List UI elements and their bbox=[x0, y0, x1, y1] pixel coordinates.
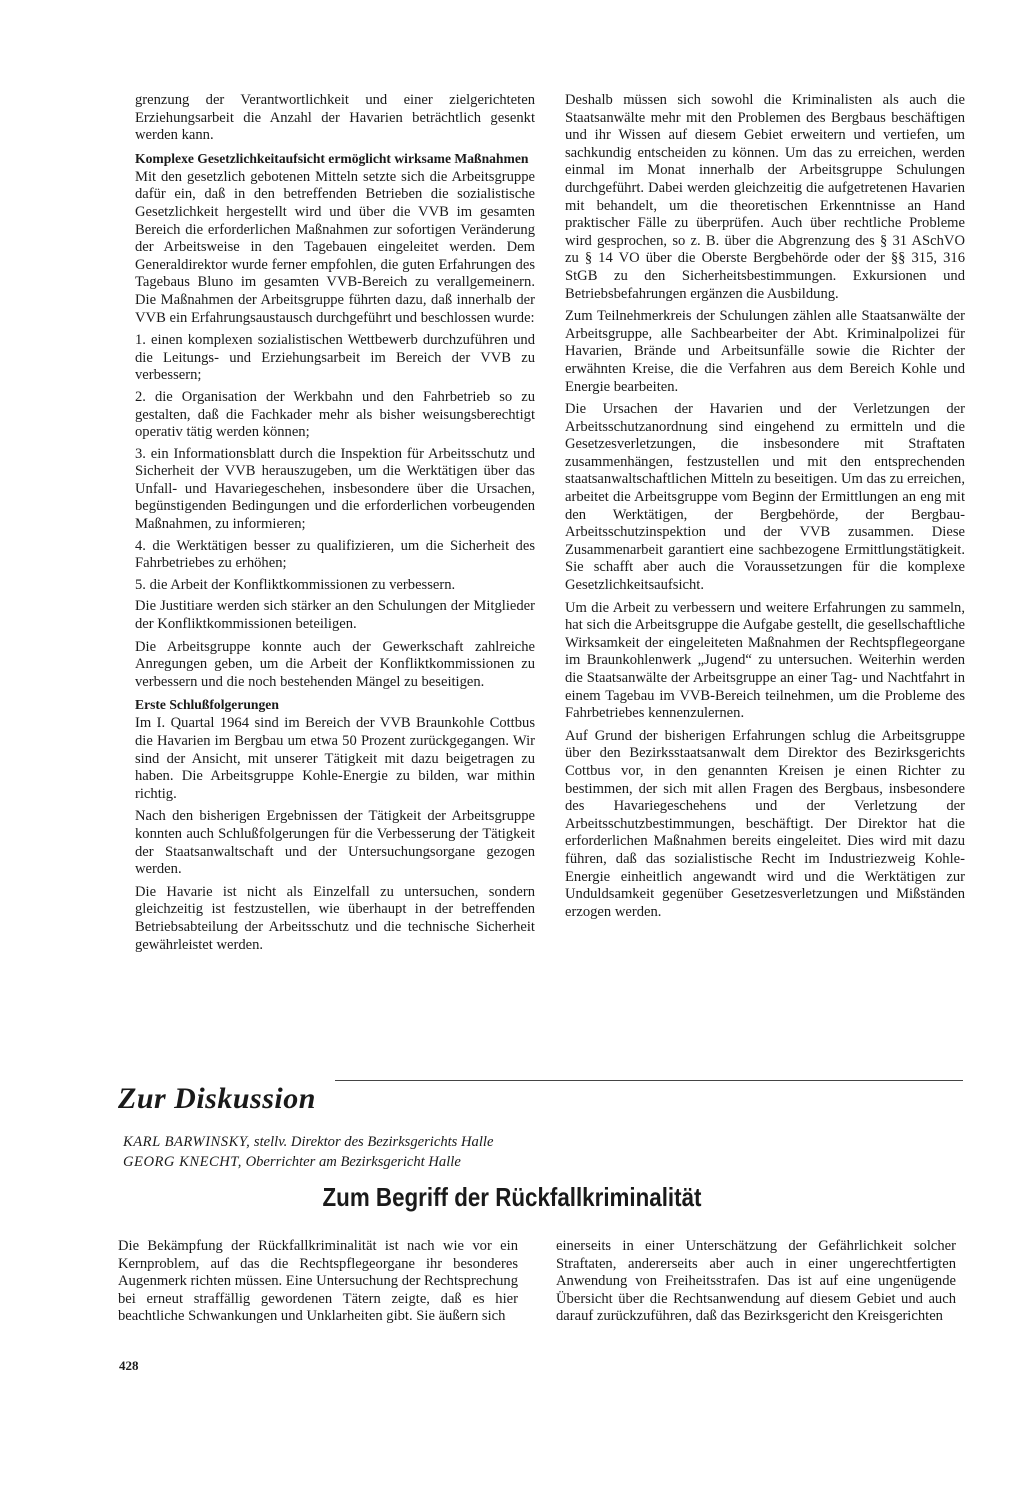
subheading: Komplexe Gesetzlichkeitaufsicht ermöglicht wirksame Maßnahmen bbox=[135, 150, 529, 166]
author-name: KARL BARWINSKY, bbox=[123, 1134, 251, 1150]
paragraph: Deshalb müssen sich sowohl die Kriminalisten als auch die Staatsanwälte mehr mit den Problemen des Bergbaus beschäftigen und ihr Wissen auf diesem Gebiet erweitern und vertiefen, um sachkundig entscheiden zu können. Um das zu erreichen, werden einmal im Monat innerhalb der Arbeitsgruppe Schulungen durchgeführt. Dabei werden gleichzeitig die aufgetretenen Havarien mit behandelt, um die theoretischen Erkenntnisse an Hand praktischer Fälle zu überprüfen. Auch über rechtliche Probleme wird gesprochen, so z. B. über die Abgrenzung des § 31 ASchVO zu § 14 VO über die Oberste Bergbehörde oder der §§ 315, 316 StGB zu den Sicherheitsbestimmungen. Exkursionen und Betriebsbefahrungen ergänzen die Ausbildung. bbox=[565, 92, 965, 302]
article-left-column bbox=[118, 1238, 518, 1326]
paragraph: Auf Grund der bisherigen Erfahrungen schlug die Arbeitsgruppe über den Bezirksstaatsanwalt dem Direktor des Bezirksgerichts Cottbus vor, in den genannten Kreisen je einen Richter zu bestimmen, der sich mit allen Fragen des Bergbaus, insbesondere des Havariegeschehens und der Verletzung der Arbeitsschutzbestimmungen, beschäftigt. Der Direktor hat die erforderlichen Maßnahmen bereits eingeleitet. Dies wird mit dazu führen, daß das sozialistische Recht im Industriezweig Kohle-Energie einheitlich angewandt wird und die Werktätigen zur Unduldsamkeit gegenüber Gesetzesverletzungen und Mißständen erzogen werden. bbox=[565, 727, 965, 920]
article-right-column bbox=[556, 1238, 956, 1326]
paragraph: Die Arbeitsgruppe konnte auch der Gewerkschaft zahlreiche Anregungen geben, um die Arbeit der Konfliktkommissionen zu verbessern und die noch bestehenden Mängel zu beseitigen. bbox=[135, 638, 535, 690]
list-item: 5. die Arbeit der Konfliktkommissionen zu verbessern. bbox=[135, 576, 456, 593]
paragraph: Die Ursachen der Havarien und der Verletzungen der Arbeitsschutzanordnung sind eingehend zu ermitteln und die Gesetzesverletzungen, die insbesondere mit Straftaten zusammenhängen, festzustellen und mit den entsprechenden staatsanwaltschaftlichen Mitteln zu beseitigen. Um das zu erreichen, arbeitet die Arbeitsgruppe vom Beginn der Ermittlungen an eng mit den Werktätigen, der Bergbehörde, der Bergbau-Arbeitsschutzinspektion und der VVB zusammen. Diese Zusammenarbeit garantiert eine sachbezogene Ermittlungstätigkeit. Sie schafft aber auch die Voraussetzungen für die komplexe Gesetzlichkeitsaufsicht. bbox=[565, 401, 965, 594]
left-column bbox=[135, 92, 535, 959]
author-name: GEORG KNECHT, bbox=[123, 1154, 242, 1170]
section-title: Zur Diskussion bbox=[118, 1082, 316, 1115]
paragraph: Um die Arbeit zu verbessern und weitere Erfahrungen zu sammeln, hat sich die Arbeitsgruppe die Aufgabe gestellt, die gesellschaftliche Wirksamkeit der eingeleiteten Maßnahmen der Rechtspflegeorgane im Braunkohlenwerk „Jugend“ zu untersuchen. Weiterhin werden die Staatsanwälte der Arbeitsgruppe an einer Tag- und Nachtfahrt in einem Tagebau im VVB-Bereich teilnehmen, um die Probleme des Fahrbetriebes kennenzulernen. bbox=[565, 599, 965, 722]
author-line bbox=[123, 1152, 493, 1172]
author-role: Oberrichter am Bezirksgericht Halle bbox=[245, 1154, 461, 1170]
list-item: 1. einen komplexen sozialistischen Wettbewerb durchzuführen und die Leitungs- und Erziehungsarbeit im Bereich der VVB zu verbessern; bbox=[135, 332, 535, 384]
section-divider bbox=[335, 1080, 963, 1081]
list-item: 3. ein Informationsblatt durch die Inspektion für Arbeitsschutz und Sicherheit der VVB herauszugeben, um die Werktätigen über das Unfall- und Havariegeschehen, insbesondere über die Ursachen, begünstigenden Bedingungen und die erforderlichen vorbeugenden Maßnahmen, zu informieren; bbox=[135, 445, 535, 533]
paragraph: einerseits in einer Unterschätzung der Gefährlichkeit solcher Straftaten, andererseits aber auch in einer ungerechtfertigten Anwendung von Freiheitsstrafen. Das ist auf eine ungenügende Übersicht über die Rechtsanwendung auf diesem Gebiet und auch darauf zurückzuführen, daß das Bezirksgericht den Kreisgerichten bbox=[556, 1238, 956, 1325]
authors-block bbox=[123, 1132, 493, 1172]
paragraph: Die Bekämpfung der Rückfallkriminalität ist nach wie vor ein Kernproblem, auf das die Rechtspflegeorgane ihr besonderes Augenmerk richten müssen. Eine Untersuchung der Rechtsprechung bei erneut straffällig gewordenen Tätern zeigte, daß es hier beachtliche Schwankungen und Unklarheiten gibt. Sie äußern sich bbox=[118, 1238, 518, 1325]
list-item: 4. die Werktätigen besser zu qualifizieren, um die Sicherheit des Fahrbetriebes zu erhöhen; bbox=[135, 537, 535, 572]
paragraph: Die Havarie ist nicht als Einzelfall zu untersuchen, sondern gleichzeitig ist festzustellen, wie überhaupt in der betreffenden Betriebsabteilung der Arbeitsschutz und die technische Sicherheit gewährleistet werden. bbox=[135, 883, 535, 953]
paragraph: Mit den gesetzlich gebotenen Mitteln setzte sich die Arbeitsgruppe dafür ein, daß in den betreffenden Betrieben die sozialistische Gesetzlichkeit hergestellt wird und über die VVB im gesamten Bereich die erforderlichen Maßnahmen zur sofortigen Veränderung der Arbeitsweise in den Tagebauen eingeleitet werden. Dem Generaldirektor wurde ferner empfohlen, die guten Erfahrungen des Tagebaus Bluno im gesamten VVB-Bereich zu verallgemeinern. Die Maßnahmen der Arbeitsgruppe führten dazu, daß innerhalb der VVB ein Erfahrungsaustausch durchgeführt und beschlossen wurde: bbox=[135, 168, 535, 326]
paragraph: Nach den bisherigen Ergebnissen der Tätigkeit der Arbeitsgruppe konnten auch Schlußfolgerungen für die Verbesserung der Tätigkeit der Staatsanwaltschaft und der Untersuchungsorgane gezogen werden. bbox=[135, 808, 535, 878]
paragraph: Im I. Quartal 1964 sind im Bereich der VVB Braunkohle Cottbus die Havarien im Bergbau um etwa 50 Prozent zurückgegangen. Wir sind der Ansicht, mit unserer Tätigkeit mit dazu beigetragen zu haben. Die Arbeitsgruppe Kohle-Energie zu bilden, war mithin richtig. bbox=[135, 715, 535, 802]
paragraph: grenzung der Verantwortlichkeit und einer zielgerichteten Erziehungsarbeit die Anzahl der Havarien beträchtlich gesenkt werden kann. bbox=[135, 92, 535, 144]
right-column bbox=[565, 92, 965, 926]
paragraph: Die Justitiare werden sich stärker an den Schulungen der Mitglieder der Konfliktkommissionen beteiligen. bbox=[135, 598, 535, 633]
list-item: 2. die Organisation der Werkbahn und den Fahrbetrieb so zu gestalten, daß die Fachkader mehr als bisher weisungsberechtigt operativ tätig werden können; bbox=[135, 388, 535, 441]
page-number: 428 bbox=[119, 1358, 139, 1373]
author-line bbox=[123, 1132, 493, 1152]
article-title: Zum Begriff der Rückfallkriminalität bbox=[322, 1182, 702, 1212]
paragraph: Zum Teilnehmerkreis der Schulungen zählen alle Staatsanwälte der Arbeitsgruppe, alle Sachbearbeiter der Abt. Kriminalpolizei für Havarien, Brände und Arbeitsunfälle sowie die Richter der erwähnten Kreise, die die Verfahren aus dem Bereich Kohle und Energie bearbeiten. bbox=[565, 308, 965, 395]
subheading: Erste Schlußfolgerungen bbox=[135, 697, 279, 713]
author-role: stellv. Direktor des Bezirksgerichts Halle bbox=[253, 1134, 494, 1150]
